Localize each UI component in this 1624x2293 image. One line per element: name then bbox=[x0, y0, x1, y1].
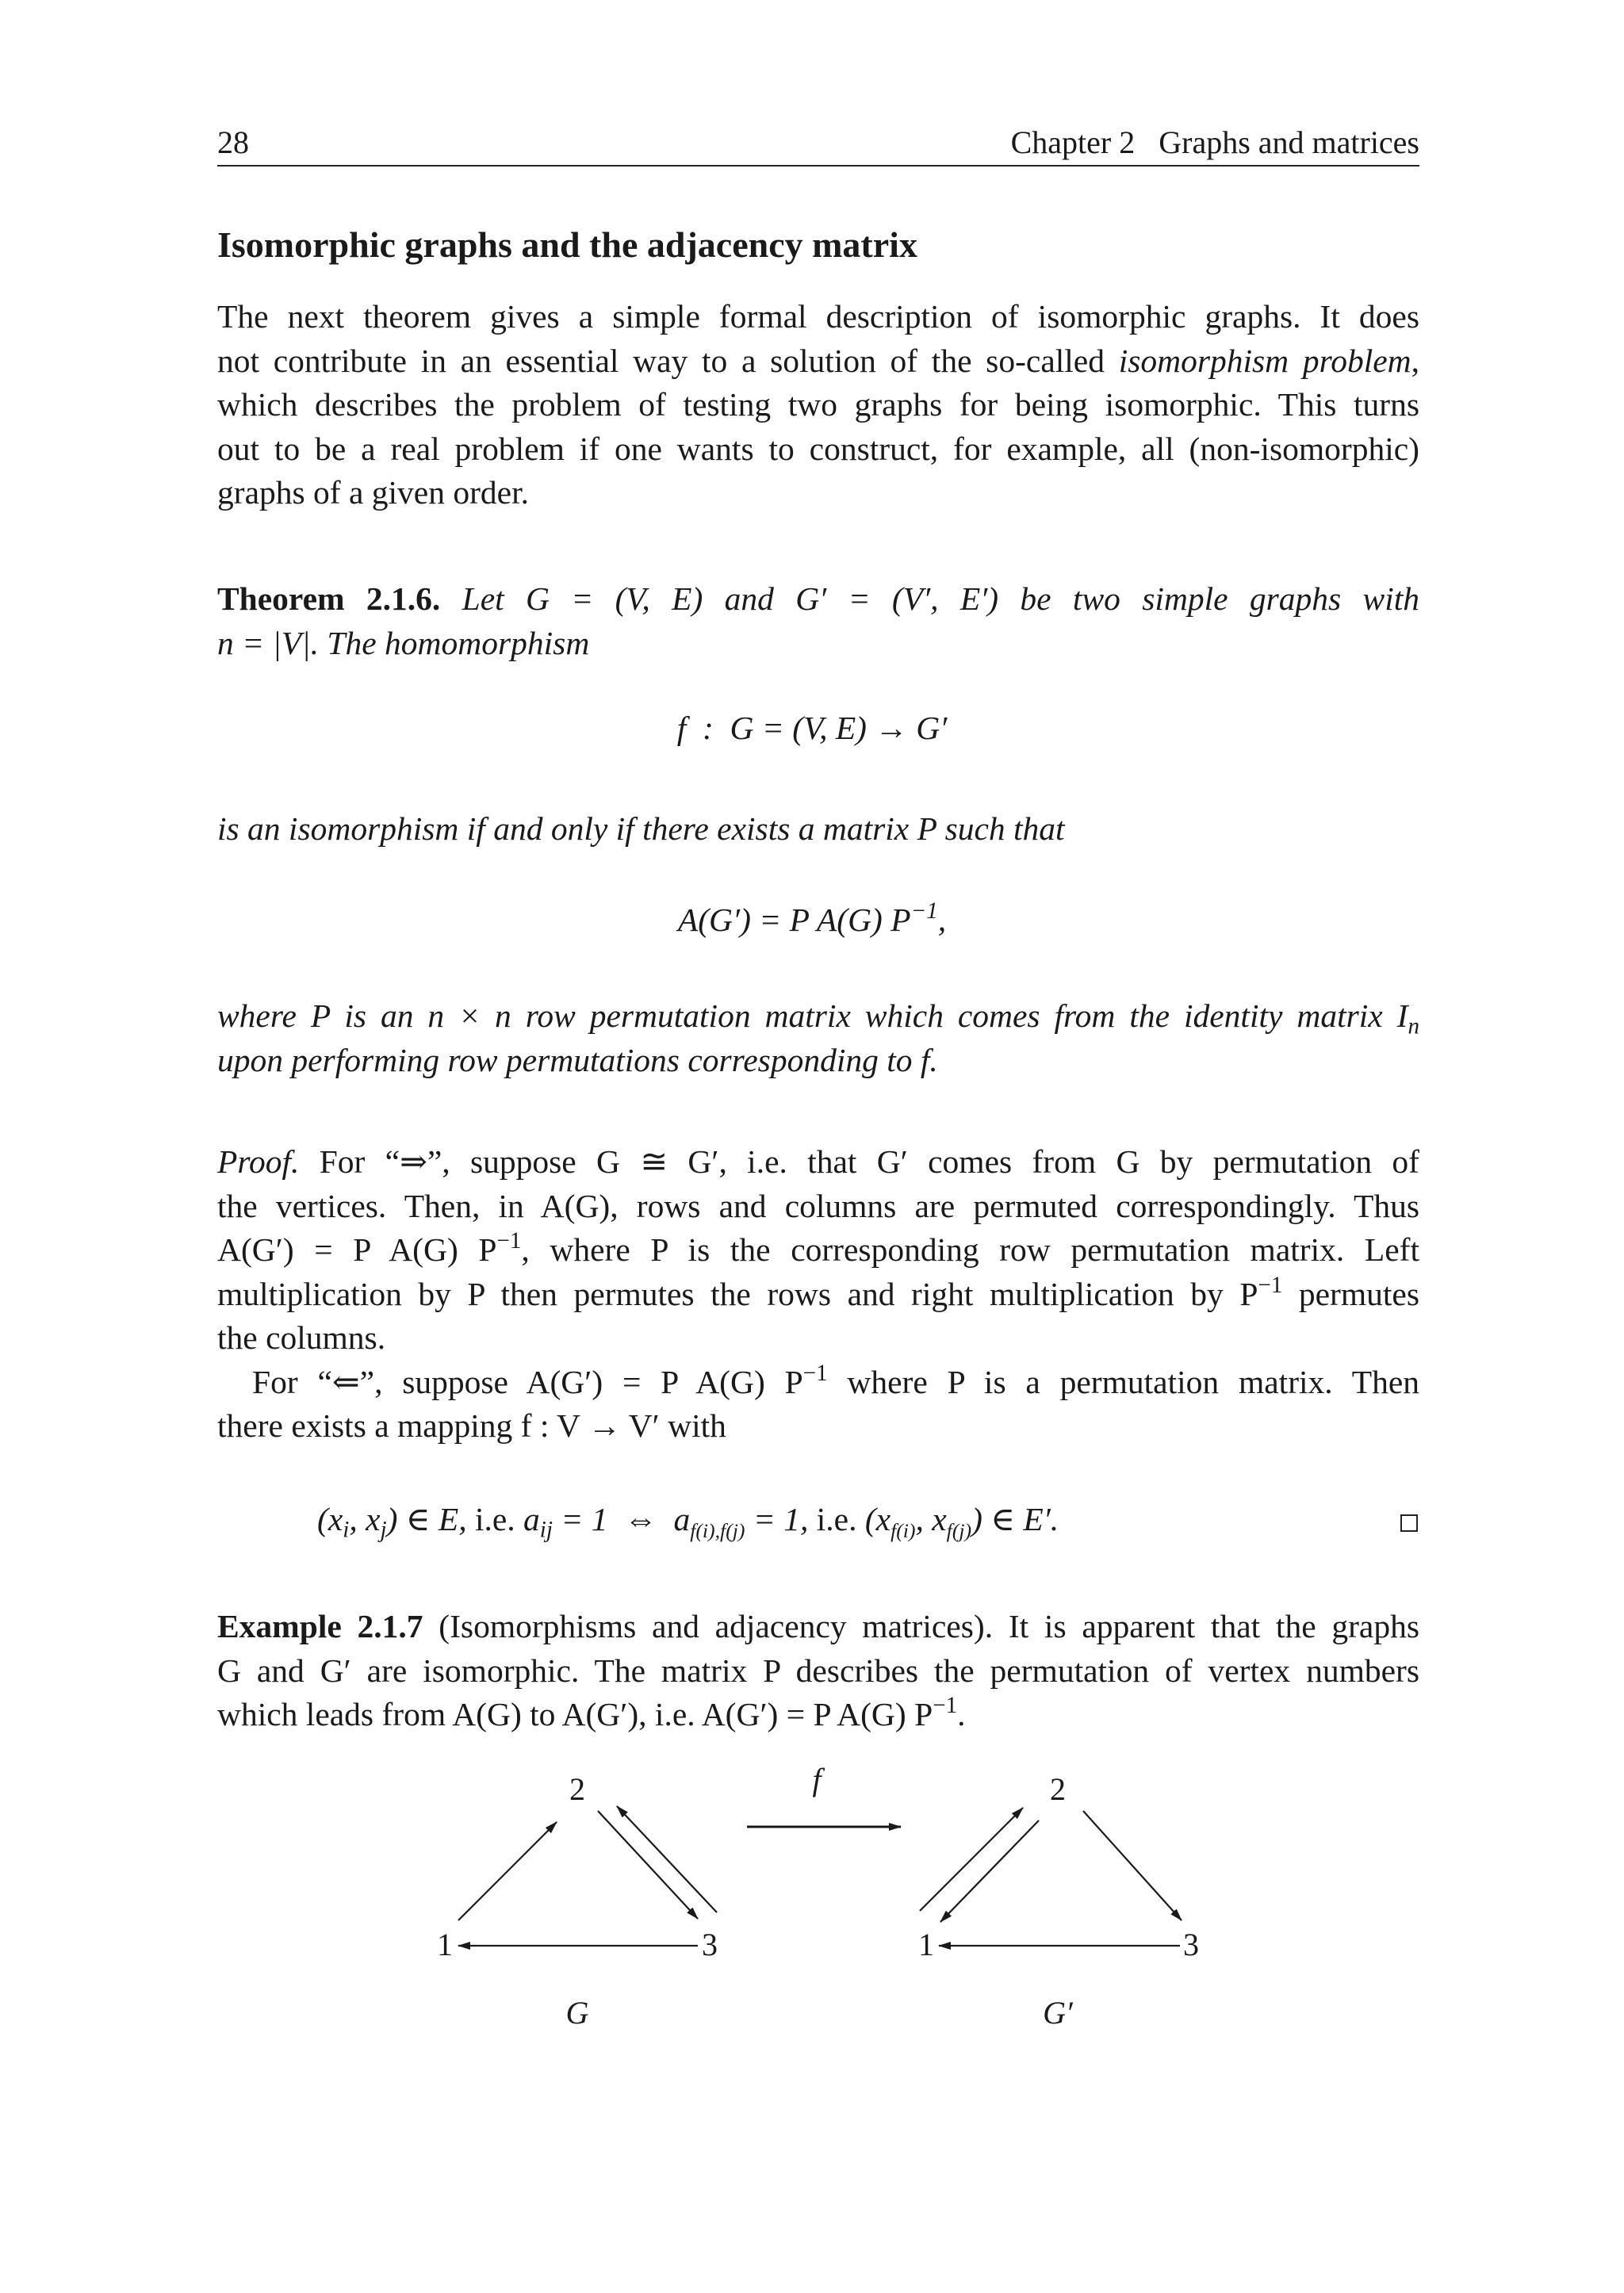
intro-line: not contribute in an essential way to a solution of the so-called isomorphism problem, bbox=[217, 342, 1419, 379]
intro-line: which describes the problem of testing two graphs for being isomorphic. This turns bbox=[217, 386, 1419, 423]
intro-line: out to be a real problem if one wants to construct, for example, all (non-isomorphic) bbox=[217, 430, 1419, 467]
theorem-label: Theorem 2.1.6. bbox=[217, 580, 441, 617]
edge-2-3 bbox=[1083, 1811, 1182, 1920]
example-2-1-7: Example 2.1.7 (Isomorphisms and adjacency matrices). It is apparent that the graphs G and G′ are isomorphic. The matrix P describes the permutation of vertex numbers which leads from A(G) to A(G′), i.e. A(G′) = P A(G) $P^{-1}$. bbox=[217, 1608, 1419, 1732]
example-label: Example 2.1.7 bbox=[217, 1608, 423, 1644]
graph-label-g-prime: G′ bbox=[1043, 1995, 1073, 2031]
edge-3-2 bbox=[617, 1806, 717, 1912]
theorem-text: where P is an n × n row permutation matrix which comes from the identity matrix $I_n$ upon performing row permutations corresponding to f. bbox=[217, 997, 1419, 1078]
theorem-text: n = |V|. The homomorphism bbox=[217, 624, 590, 661]
edge-1-2 bbox=[458, 1822, 557, 1920]
vertex-3: 3 bbox=[702, 1927, 718, 1962]
page-number: 28 bbox=[217, 124, 249, 160]
isomorphism-figure bbox=[0, 1744, 1624, 2077]
proof-equation: ($x_i$, $x_j$) ∈ E, i.e. $a_{ij} = 1$ ⇔ $a_{f(i),f(j)} = 1$, i.e. ($x_{f(i)}$, $x_{f(j)}$) ∈ E′. bbox=[317, 1501, 1059, 1543]
equation-similarity: A(G′) = P A(G) $P^{-1}$, bbox=[677, 898, 947, 938]
vertex-2: 2 bbox=[1050, 1771, 1066, 1807]
graph-label-g: G bbox=[565, 1995, 589, 2031]
intro-line: The next theorem gives a simple formal description of isomorphic graphs. It does bbox=[217, 298, 1419, 335]
map-label: f bbox=[812, 1762, 822, 1797]
vertex-1: 1 bbox=[437, 1927, 453, 1962]
theorem-2-1-6 bbox=[217, 577, 1419, 665]
theorem-text: is an isomorphism if and only if there exists a matrix P such that bbox=[217, 810, 1065, 847]
edge-1-2 bbox=[920, 1808, 1023, 1911]
edge-2-1 bbox=[940, 1820, 1039, 1922]
qed-box bbox=[1400, 1514, 1418, 1532]
theorem-text: Let G = (V, E) and G′ = (V′, E′) be two simple graphs with bbox=[462, 580, 1420, 617]
mapping-f bbox=[747, 1762, 901, 1827]
running-title: Chapter 2 Graphs and matrices bbox=[1010, 124, 1419, 160]
vertex-3: 3 bbox=[1183, 1927, 1199, 1962]
graph-g-prime bbox=[918, 1771, 1199, 2031]
equation-homomorphism: f : G = (V, E) → G′ bbox=[676, 710, 948, 746]
vertex-2: 2 bbox=[569, 1771, 585, 1807]
graph-g bbox=[437, 1771, 718, 2031]
section-title: Isomorphic graphs and the adjacency matrix bbox=[217, 224, 917, 265]
intro-paragraph bbox=[217, 295, 1419, 515]
vertex-1: 1 bbox=[918, 1927, 934, 1962]
proof-label: Proof. bbox=[217, 1143, 300, 1180]
intro-line: graphs of a given order. bbox=[217, 474, 529, 511]
header-rule bbox=[217, 165, 1419, 167]
term-isomorphism-problem: isomorphism problem bbox=[1118, 342, 1411, 379]
proof: Proof. For “⇒”, suppose G ≅ G′, i.e. that G′ comes from G by permutation of the vertices. Then, in A(G), rows and columns are permuted correspondingly. Thus A(G′) = P A(G) $P^{-1}$, where P is the corresponding row permutation matrix. Left multiplication by P then permutes the rows and right multiplication by $P^{-1}$ permutes the columns. For “⇐”, suppose A(G′) = P A(G) $P^{-1}$ where P is a permutation matrix. Then there exists a mapping f : V → V′ with bbox=[217, 1143, 1419, 1444]
edge-2-3 bbox=[598, 1811, 698, 1919]
